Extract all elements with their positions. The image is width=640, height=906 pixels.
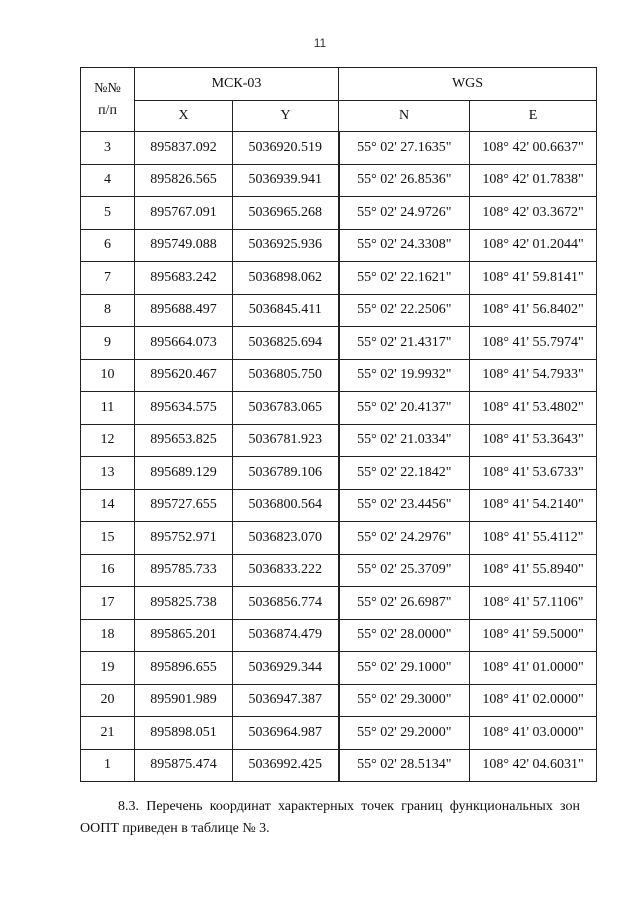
cell-e: 108° 42' 01.2044" [470, 229, 597, 262]
cell-n: 55° 02' 28.5134" [339, 749, 470, 782]
table-row [81, 522, 597, 555]
cell-n: 55° 02' 22.2506" [339, 294, 470, 327]
cell-number: 13 [81, 457, 135, 490]
table-row [81, 262, 597, 295]
cell-x: 895752.971 [135, 522, 233, 555]
cell-x: 895688.497 [135, 294, 233, 327]
cell-x: 895620.467 [135, 359, 233, 392]
cell-x: 895727.655 [135, 489, 233, 522]
cell-y: 5036925.936 [233, 229, 339, 262]
cell-e: 108° 41' 55.8940" [470, 554, 597, 587]
cell-n: 55° 02' 28.0000" [339, 619, 470, 652]
cell-y: 5036781.923 [233, 424, 339, 457]
cell-n: 55° 02' 26.8536" [339, 164, 470, 197]
cell-y: 5036965.268 [233, 197, 339, 230]
cell-e: 108° 41' 53.4802" [470, 392, 597, 425]
coordinates-table [80, 67, 597, 782]
table-row [81, 132, 597, 165]
table-row [81, 749, 597, 782]
table-row [81, 327, 597, 360]
header-row-number-line1: №№ [94, 80, 121, 96]
cell-y: 5036939.941 [233, 164, 339, 197]
cell-number: 20 [81, 684, 135, 717]
cell-y: 5036920.519 [233, 132, 339, 165]
cell-e: 108° 41' 54.2140" [470, 489, 597, 522]
cell-e: 108° 41' 54.7933" [470, 359, 597, 392]
table-row [81, 392, 597, 425]
cell-e: 108° 41' 02.0000" [470, 684, 597, 717]
cell-n: 55° 02' 25.3709" [339, 554, 470, 587]
cell-y: 5036992.425 [233, 749, 339, 782]
cell-n: 55° 02' 29.3000" [339, 684, 470, 717]
cell-number: 5 [81, 197, 135, 230]
cell-y: 5036789.106 [233, 457, 339, 490]
header-group-wgs: WGS [339, 68, 597, 101]
table-header-row-groups [81, 68, 597, 101]
cell-x: 895898.051 [135, 717, 233, 750]
cell-n: 55° 02' 21.0334" [339, 424, 470, 457]
cell-x: 895683.242 [135, 262, 233, 295]
header-col-y: Y [233, 101, 339, 132]
header-group-msk: МСК-03 [135, 68, 339, 101]
cell-e: 108° 41' 53.6733" [470, 457, 597, 490]
table-row [81, 457, 597, 490]
cell-e: 108° 41' 57.1106" [470, 587, 597, 620]
cell-y: 5036783.065 [233, 392, 339, 425]
cell-x: 895785.733 [135, 554, 233, 587]
cell-n: 55° 02' 21.4317" [339, 327, 470, 360]
table-row [81, 587, 597, 620]
cell-e: 108° 41' 55.7974" [470, 327, 597, 360]
cell-number: 16 [81, 554, 135, 587]
cell-number: 7 [81, 262, 135, 295]
cell-number: 18 [81, 619, 135, 652]
table-row [81, 294, 597, 327]
cell-e: 108° 41' 59.5000" [470, 619, 597, 652]
cell-number: 14 [81, 489, 135, 522]
cell-n: 55° 02' 29.2000" [339, 717, 470, 750]
table-row [81, 554, 597, 587]
cell-y: 5036947.387 [233, 684, 339, 717]
cell-n: 55° 02' 29.1000" [339, 652, 470, 685]
cell-y: 5036800.564 [233, 489, 339, 522]
cell-e: 108° 41' 55.4112" [470, 522, 597, 555]
table-row [81, 684, 597, 717]
table-row [81, 619, 597, 652]
cell-n: 55° 02' 24.3308" [339, 229, 470, 262]
cell-y: 5036929.344 [233, 652, 339, 685]
header-col-n: N [339, 101, 470, 132]
cell-y: 5036856.774 [233, 587, 339, 620]
cell-n: 55° 02' 22.1621" [339, 262, 470, 295]
cell-y: 5036845.411 [233, 294, 339, 327]
cell-n: 55° 02' 27.1635" [339, 132, 470, 165]
cell-number: 6 [81, 229, 135, 262]
page-number: 11 [313, 36, 327, 50]
cell-number: 1 [81, 749, 135, 782]
cell-n: 55° 02' 19.9932" [339, 359, 470, 392]
cell-e: 108° 42' 04.6031" [470, 749, 597, 782]
cell-e: 108° 41' 59.8141" [470, 262, 597, 295]
cell-x: 895896.655 [135, 652, 233, 685]
header-row-number-line2: п/п [98, 102, 117, 118]
cell-number: 15 [81, 522, 135, 555]
cell-n: 55° 02' 20.4137" [339, 392, 470, 425]
table-row [81, 197, 597, 230]
cell-n: 55° 02' 24.9726" [339, 197, 470, 230]
table-header-row-columns [81, 101, 597, 132]
table-row [81, 359, 597, 392]
cell-e: 108° 41' 03.0000" [470, 717, 597, 750]
cell-number: 11 [81, 392, 135, 425]
cell-number: 21 [81, 717, 135, 750]
cell-y: 5036964.987 [233, 717, 339, 750]
cell-x: 895875.474 [135, 749, 233, 782]
cell-e: 108° 42' 01.7838" [470, 164, 597, 197]
cell-y: 5036823.070 [233, 522, 339, 555]
table-row [81, 424, 597, 457]
table-row [81, 489, 597, 522]
cell-e: 108° 41' 56.8402" [470, 294, 597, 327]
cell-number: 19 [81, 652, 135, 685]
cell-number: 3 [81, 132, 135, 165]
cell-x: 895865.201 [135, 619, 233, 652]
cell-x: 895825.738 [135, 587, 233, 620]
cell-n: 55° 02' 23.4456" [339, 489, 470, 522]
cell-n: 55° 02' 22.1842" [339, 457, 470, 490]
cell-number: 12 [81, 424, 135, 457]
cell-number: 10 [81, 359, 135, 392]
cell-number: 4 [81, 164, 135, 197]
section-paragraph: 8.3. Перечень координат характерных точек границ функциональных зон ООПТ приведен в таблице № 3. [80, 799, 580, 836]
cell-e: 108° 41' 53.3643" [470, 424, 597, 457]
cell-number: 8 [81, 294, 135, 327]
cell-x: 895901.989 [135, 684, 233, 717]
cell-y: 5036833.222 [233, 554, 339, 587]
table-row [81, 164, 597, 197]
cell-x: 895634.575 [135, 392, 233, 425]
cell-e: 108° 41' 01.0000" [470, 652, 597, 685]
cell-x: 895826.565 [135, 164, 233, 197]
cell-x: 895767.091 [135, 197, 233, 230]
header-col-e: E [470, 101, 597, 132]
cell-x: 895689.129 [135, 457, 233, 490]
cell-x: 895664.073 [135, 327, 233, 360]
cell-e: 108° 42' 00.6637" [470, 132, 597, 165]
header-row-number [81, 68, 135, 132]
cell-y: 5036874.479 [233, 619, 339, 652]
cell-y: 5036898.062 [233, 262, 339, 295]
cell-x: 895749.088 [135, 229, 233, 262]
cell-n: 55° 02' 26.6987" [339, 587, 470, 620]
cell-x: 895653.825 [135, 424, 233, 457]
table-row [81, 229, 597, 262]
table-body [81, 132, 597, 782]
header-col-x: X [135, 101, 233, 132]
cell-x: 895837.092 [135, 132, 233, 165]
cell-y: 5036805.750 [233, 359, 339, 392]
cell-number: 9 [81, 327, 135, 360]
cell-n: 55° 02' 24.2976" [339, 522, 470, 555]
table-row [81, 652, 597, 685]
cell-number: 17 [81, 587, 135, 620]
table-row [81, 717, 597, 750]
cell-e: 108° 42' 03.3672" [470, 197, 597, 230]
cell-y: 5036825.694 [233, 327, 339, 360]
